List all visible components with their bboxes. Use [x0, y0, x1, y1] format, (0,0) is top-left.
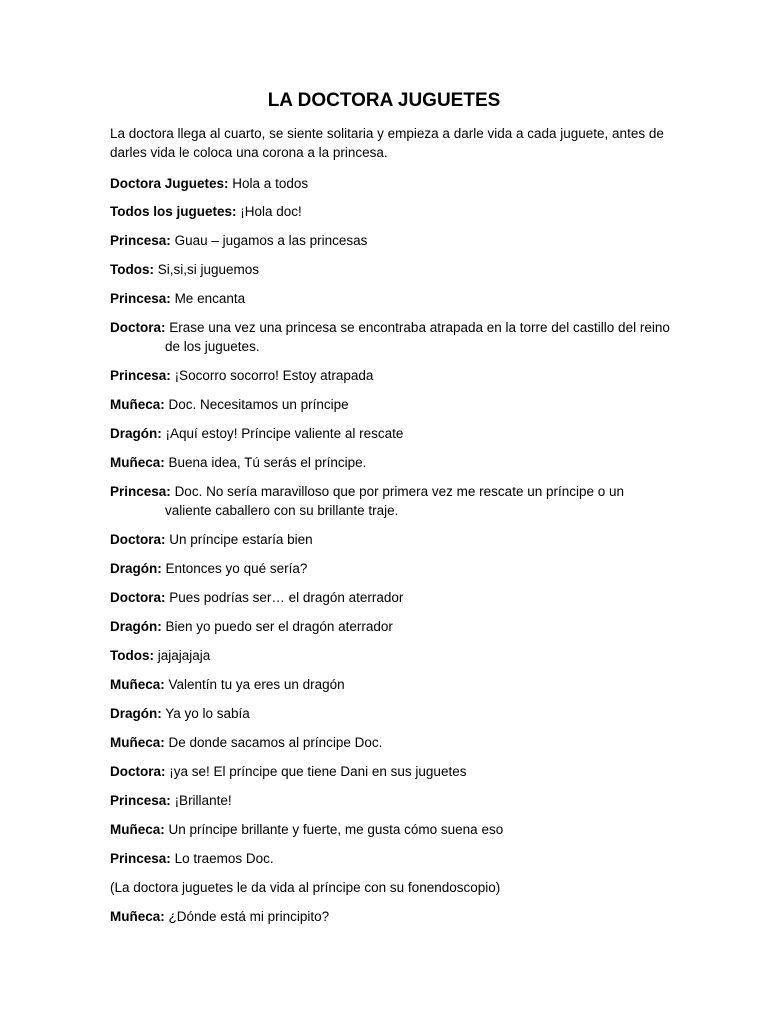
dialogue-text: Lo traemos Doc. [174, 851, 274, 866]
dialogue-text: jajajajaja [157, 648, 211, 663]
dialogue-text: Buena idea, Tú serás el príncipe. [168, 455, 367, 470]
dialogue-line [110, 849, 670, 868]
dialogue-line [110, 482, 670, 520]
speaker-name: Dragón: [110, 619, 162, 634]
speaker-name: Dragón: [110, 706, 162, 721]
speaker-name: Princesa: [110, 291, 171, 306]
document-title: LA DOCTORA JUGUETES [267, 90, 501, 111]
dialogue-text: Si,si,si juguemos [157, 262, 260, 277]
dialogue-line [110, 588, 670, 607]
dialogue-line [110, 559, 670, 578]
dialogue-text: Un príncipe brillante y fuerte, me gusta cómo suena eso [168, 822, 504, 837]
dialogue-line [110, 675, 670, 694]
speaker-name: Princesa: [110, 368, 171, 383]
speaker-name: Princesa: [110, 793, 171, 808]
dialogue-line [110, 907, 670, 926]
dialogue-line [110, 366, 670, 385]
dialogue-text: Pues podrías ser… el dragón aterrador [169, 590, 404, 605]
dialogue-line [110, 530, 670, 549]
dialogue-text: Me encanta [174, 291, 246, 306]
speaker-name: Doctora Juguetes: [110, 176, 229, 191]
speaker-name: Dragón: [110, 426, 162, 441]
dialogue-line [110, 646, 670, 665]
speaker-name: Princesa: [110, 233, 171, 248]
dialogue-text: De donde sacamos al príncipe Doc. [168, 735, 383, 750]
dialogue-text: Hola a todos [232, 176, 309, 191]
dialogue-text: Entonces yo qué sería? [165, 561, 308, 576]
dialogue-line [110, 762, 670, 781]
dialogue-text: Doc. No sería maravilloso que por primera vez me rescate un príncipe o un valiente caballero con su brillante traje. [165, 484, 625, 518]
speaker-name: Muñeca: [110, 455, 165, 470]
speaker-name: Doctora: [110, 532, 166, 547]
dialogue-text: Erase una vez una princesa se encontraba atrapada en la torre del castillo del reino de los juguetes. [165, 320, 670, 354]
speaker-name: Princesa: [110, 484, 171, 499]
speaker-name: Princesa: [110, 851, 171, 866]
dialogue-text: Guau – jugamos a las princesas [174, 233, 368, 248]
dialogue-line [110, 318, 670, 356]
speaker-name: Doctora: [110, 764, 166, 779]
speaker-name: Todos: [110, 648, 154, 663]
speaker-name: Todos: [110, 262, 154, 277]
dialogue-line [110, 820, 670, 839]
dialogue-line [110, 704, 670, 723]
dialogue-line [110, 231, 670, 250]
speaker-name: Todos los juguetes: [110, 204, 237, 219]
dialogue-text: ¡Hola doc! [240, 204, 302, 219]
dialogue-text: ¡Brillante! [174, 793, 232, 808]
speaker-name: Muñeca: [110, 677, 165, 692]
dialogue-line [110, 453, 670, 472]
dialogue-text: Bien yo puedo ser el dragón aterrador [165, 619, 393, 634]
speaker-name: Muñeca: [110, 735, 165, 750]
dialogue-line [110, 424, 670, 443]
dialogue-text: (La doctora juguetes le da vida al príncipe con su fonendoscopio) [110, 880, 501, 895]
dialogue-text: ¡ya se! El príncipe que tiene Dani en sus juguetes [169, 764, 467, 779]
dialogue-text: ¿Dónde está mi principito? [168, 909, 330, 924]
speaker-name: Dragón: [110, 561, 162, 576]
dialogue-line [110, 791, 670, 810]
dialogue-line [110, 174, 670, 193]
speaker-name: Doctora: [110, 320, 166, 335]
dialogue-text: Un príncipe estaría bien [169, 532, 313, 547]
dialogue-text: Doc. Necesitamos un príncipe [168, 397, 349, 412]
dialogue-line [110, 733, 670, 752]
dialogue-text: Ya yo lo sabía [165, 706, 250, 721]
speaker-name: Muñeca: [110, 822, 165, 837]
dialogue-line [110, 260, 670, 279]
speaker-name: Muñeca: [110, 397, 165, 412]
speaker-name: Doctora: [110, 590, 166, 605]
dialogue-line [110, 395, 670, 414]
speaker-name: Muñeca: [110, 909, 165, 924]
dialogue-line [110, 617, 670, 636]
dialogue-line [110, 202, 670, 221]
intro-paragraph: La doctora llega al cuarto, se siente solitaria y empieza a darle vida a cada juguete, antes de darles vida le coloca una corona a la princesa. [110, 126, 664, 160]
dialogue-text: ¡Aquí estoy! Príncipe valiente al rescate [165, 426, 404, 441]
dialogue-line [110, 878, 670, 897]
dialogue-text: Valentín tu ya eres un dragón [168, 677, 345, 692]
dialogue-line [110, 289, 670, 308]
dialogue-text: ¡Socorro socorro! Estoy atrapada [174, 368, 374, 383]
